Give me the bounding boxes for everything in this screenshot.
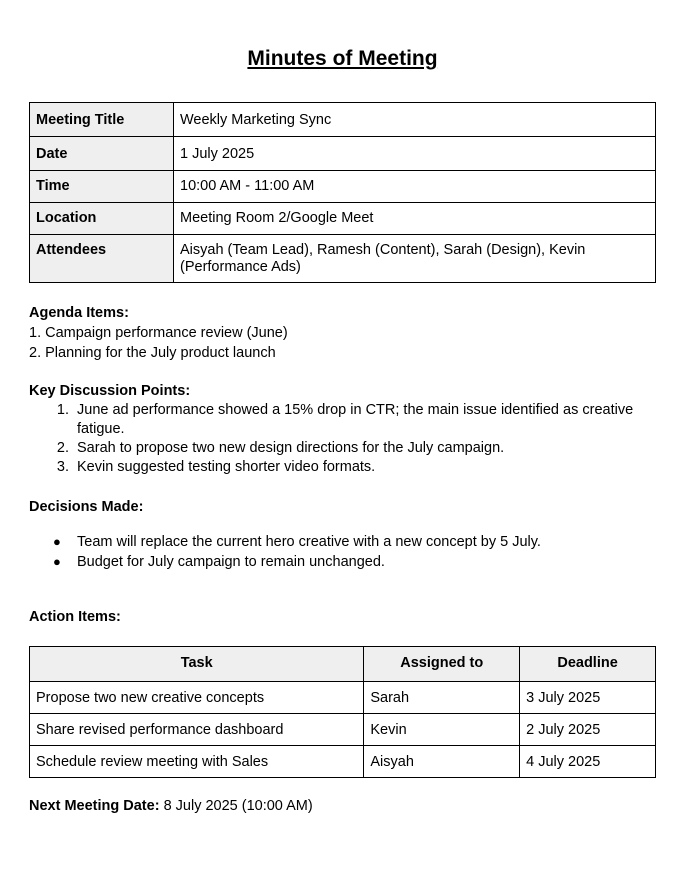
discussion-heading: Key Discussion Points: (29, 383, 191, 399)
task-cell: Propose two new creative concepts (30, 682, 364, 714)
meeting-title-label: Meeting Title (30, 103, 174, 137)
bullet-icon: ● (53, 554, 61, 569)
action-items-section (29, 607, 656, 627)
agenda-heading: Agenda Items: (29, 305, 129, 321)
action-items-heading: Action Items: (29, 609, 121, 625)
assigned-to-cell: Aisyah (364, 746, 520, 778)
table-row (30, 714, 656, 746)
next-meeting-line (29, 796, 313, 816)
agenda-section (29, 303, 656, 363)
meeting-location-value: Meeting Room 2/Google Meet (174, 203, 656, 235)
action-items-table (29, 646, 656, 778)
decision-item (29, 552, 656, 572)
agenda-item: 2. Planning for the July product launch (29, 345, 276, 361)
discussion-item (29, 458, 656, 477)
agenda-item: 1. Campaign performance review (June) (29, 325, 288, 341)
meeting-date-label: Date (30, 137, 174, 171)
decisions-list-wrapper (29, 532, 656, 572)
discussion-item (29, 401, 656, 439)
meeting-location-label: Location (30, 203, 174, 235)
decisions-heading: Decisions Made: (29, 499, 144, 515)
decisions-list (29, 532, 656, 572)
deadline-cell: 2 July 2025 (520, 714, 656, 746)
deadline-cell: 4 July 2025 (520, 746, 656, 778)
deadline-cell: 3 July 2025 (520, 682, 656, 714)
meeting-date-row (30, 137, 656, 171)
list-number: 2. (56, 440, 69, 456)
meeting-date-value: 1 July 2025 (174, 137, 656, 171)
meeting-info-table (29, 102, 656, 283)
assigned-to-cell: Sarah (364, 682, 520, 714)
decision-item (29, 532, 656, 552)
column-header-assigned-to: Assigned to (364, 647, 520, 682)
meeting-title-row (30, 103, 656, 137)
list-number: 1. (56, 402, 69, 418)
discussion-list (29, 401, 656, 477)
list-number: 3. (56, 459, 69, 475)
meeting-location-row (30, 203, 656, 235)
column-header-task: Task (30, 647, 364, 682)
decision-item-text: Team will replace the current hero creative with a new concept by 5 July. (77, 534, 541, 550)
table-row (30, 682, 656, 714)
discussion-item-text: June ad performance showed a 15% drop in CTR; the main issue identified as creative fatigue. (77, 402, 634, 437)
table-header-row (30, 647, 656, 682)
column-header-deadline: Deadline (520, 647, 656, 682)
bullet-icon: ● (53, 534, 61, 549)
task-cell: Schedule review meeting with Sales (30, 746, 364, 778)
meeting-time-value: 10:00 AM - 11:00 AM (174, 171, 656, 203)
assigned-to-cell: Kevin (364, 714, 520, 746)
page-title: Minutes of Meeting (247, 47, 438, 70)
decisions-section (29, 497, 656, 517)
meeting-attendees-row (30, 235, 656, 283)
meeting-time-row (30, 171, 656, 203)
discussion-item-text: Sarah to propose two new design directions for the July campaign. (77, 440, 505, 456)
table-row (30, 746, 656, 778)
meeting-time-label: Time (30, 171, 174, 203)
meeting-attendees-label: Attendees (30, 235, 174, 283)
meeting-attendees-value: Aisyah (Team Lead), Ramesh (Content), Sarah (Design), Kevin (Performance Ads) (174, 235, 656, 283)
discussion-item-text: Kevin suggested testing shorter video formats. (77, 459, 376, 475)
next-meeting-label: Next Meeting Date: (29, 798, 160, 814)
meeting-title-value: Weekly Marketing Sync (174, 103, 656, 137)
discussion-section (29, 381, 656, 477)
discussion-item (29, 439, 656, 458)
decision-item-text: Budget for July campaign to remain unchanged. (77, 554, 385, 570)
task-cell: Share revised performance dashboard (30, 714, 364, 746)
next-meeting-value: 8 July 2025 (10:00 AM) (163, 798, 313, 814)
